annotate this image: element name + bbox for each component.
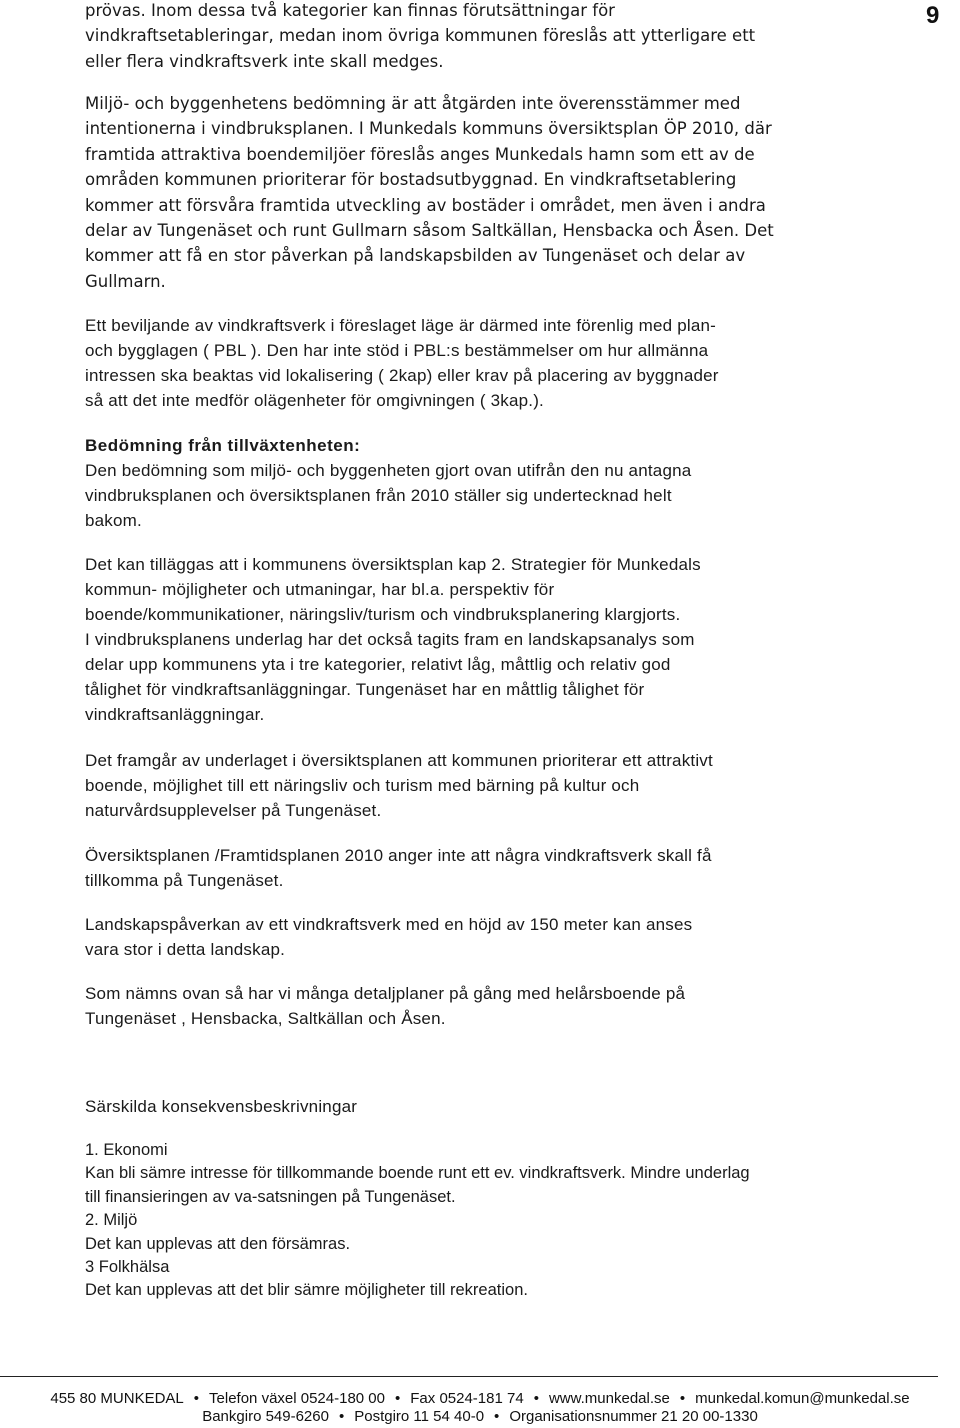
- footer-bank-line: [0, 1408, 960, 1425]
- text-line: Det framgår av underlaget i översiktsplanen att kommunen prioriterar ett attraktivt: [85, 751, 713, 770]
- text-line: Ett beviljande av vindkraftsverk i föreslaget läge är därmed inte förenlig med plan-: [85, 316, 717, 335]
- text-line: Översiktsplanen /Framtidsplanen 2010 anger inte att några vindkraftsverk skall få: [85, 846, 712, 865]
- footer-address: 455 80 MUNKEDAL: [50, 1390, 184, 1407]
- text-line: bakom.: [85, 511, 142, 530]
- text-line: kommer att försvåra framtida utveckling av bostäder i området, men även i andra: [85, 195, 766, 215]
- text-line: framtida attraktiva boendemiljöer föreslås anges Munkedals hamn som ett av de: [85, 144, 755, 164]
- text-line: vindkraftsetableringar, medan inom övriga kommunen föreslås att ytterligare ett: [85, 26, 756, 46]
- text-line: delar upp kommunens yta i tre kategorier, relativt låg, måttlig och relativ god: [85, 655, 671, 674]
- text-line: Gullmarn.: [85, 271, 166, 291]
- text-line: kommun- möjligheter och utmaningar, har bl.a. perspektiv för: [85, 580, 555, 599]
- text-line: delar av Tungenäset och runt Gullmarn såsom Saltkällan, Hensbacka och Åsen. Det: [85, 221, 774, 241]
- text-line: prövas. Inom dessa två kategorier kan finnas förutsättningar för: [85, 1, 615, 20]
- text-line: eller flera vindkraftsverk inte skall medges.: [85, 51, 444, 71]
- text-line: vindkraftsanläggningar.: [85, 705, 265, 724]
- strategy-paragraph: [85, 552, 875, 727]
- bullet-separator: •: [193, 1390, 200, 1407]
- text-line: tillkomma på Tungenäset.: [85, 871, 284, 890]
- text-line: kommer att få en stor påverkan på landskapsbilden av Tungenäset och delar av: [85, 246, 746, 266]
- detail-plans-paragraph: [85, 981, 875, 1031]
- text-line: boende/kommunikationer, näringsliv/turism och vindbruksplanering klargjorts.: [85, 605, 681, 624]
- consequences-heading: Särskilda konsekvensbeskrivningar: [85, 1097, 358, 1116]
- growth-paragraph: [85, 458, 875, 533]
- text-line: Den bedömning som miljö- och byggenheten gjort ovan utifrån den nu antagna: [85, 461, 692, 480]
- bullet-separator: •: [679, 1390, 686, 1407]
- text-line: naturvårdsupplevelser på Tungenäset.: [85, 801, 382, 820]
- footer-website: www.munkedal.se: [548, 1390, 670, 1407]
- text-line: Det kan tilläggas att i kommunens översiktsplan kap 2. Strategier för Munkedals: [85, 555, 701, 574]
- economy-title: 1. Ekonomi: [85, 1141, 168, 1159]
- bullet-separator: •: [494, 1408, 500, 1425]
- text-line: intressen ska beaktas vid lokalisering ( 2kap) eller krav på placering av byggnader: [85, 366, 719, 385]
- bullet-separator: •: [533, 1390, 539, 1407]
- pbl-paragraph: [85, 313, 875, 413]
- footer-postgiro: Postgiro 11 54 40-0: [354, 1408, 485, 1425]
- environment-title: 2. Miljö: [85, 1211, 138, 1230]
- text-line: till finansieringen av va-satsningen på Tungenäset.: [85, 1187, 456, 1206]
- landscape-paragraph: [85, 912, 875, 962]
- text-line: I vindbruksplanens underlag har det också tagits fram en landskapsanalys som: [85, 630, 695, 649]
- overview-paragraph: [85, 843, 875, 893]
- footer-rule: [0, 1376, 938, 1377]
- text-line: Det kan upplevas att det blir sämre möjligheter till rekreation.: [85, 1281, 528, 1300]
- text-line: Miljö- och byggenhetens bedömning är att åtgärden inte överensstämmer med: [85, 94, 741, 113]
- consequences-list: [85, 1139, 875, 1303]
- bullet-separator: •: [395, 1390, 401, 1407]
- text-line: så att det inte medför olägenheter för omgivningen ( 3kap.).: [85, 391, 544, 410]
- footer-email: munkedal.komun@munkedal.se: [695, 1390, 910, 1407]
- growth-heading: Bedömning från tillväxtenheten:: [85, 436, 361, 455]
- text-line: Kan bli sämre intresse för tillkommande boende runt ett ev. vindkraftsverk. Mindre underlag: [85, 1164, 750, 1183]
- text-line: vara stor i detta landskap.: [85, 940, 286, 959]
- text-line: Det kan upplevas att den försämras.: [85, 1234, 351, 1253]
- text-line: vindbruksplanen och översiktsplanen från 2010 ställer sig undertecknad helt: [85, 486, 672, 505]
- text-line: boende, möjlighet till ett näringsliv och turism med bärning på kultur och: [85, 776, 640, 795]
- page-number: 9: [926, 2, 940, 29]
- text-line: och bygglagen ( PBL ). Den har inte stöd i PBL:s bestämmelser om hur allmänna: [85, 341, 709, 360]
- text-line: Landskapspåverkan av ett vindkraftsverk med en höjd av 150 meter kan anses: [85, 915, 693, 934]
- footer-contact-line: [0, 1390, 960, 1407]
- footer-org-number: Organisationsnummer 21 20 00-1330: [509, 1408, 758, 1425]
- text-line: Tungenäset , Hensbacka, Saltkällan och Åsen.: [85, 1009, 446, 1028]
- text-line: tålighet för vindkraftsanläggningar. Tungenäset har en måttlig tålighet för: [85, 680, 645, 699]
- footer-fax: Fax 0524-181 74: [410, 1390, 524, 1407]
- priority-paragraph: [85, 748, 875, 823]
- health-title: 3 Folkhälsa: [85, 1258, 170, 1277]
- footer-phone: Telefon växel 0524-180 00: [209, 1390, 385, 1407]
- assessment-paragraph: [85, 91, 875, 294]
- bullet-separator: •: [338, 1408, 345, 1425]
- footer-bankgiro: Bankgiro 549-6260: [202, 1408, 329, 1425]
- top-paragraph: [85, 0, 875, 74]
- text-line: områden kommunen prioriterar för bostadsutbyggnad. En vindkraftsetablering: [85, 170, 737, 190]
- text-line: intentionerna i vindbruksplanen. I Munkedals kommuns översiktsplan ÖP 2010, där: [85, 119, 772, 139]
- text-line: Som nämns ovan så har vi många detaljplaner på gång med helårsboende på: [85, 984, 686, 1003]
